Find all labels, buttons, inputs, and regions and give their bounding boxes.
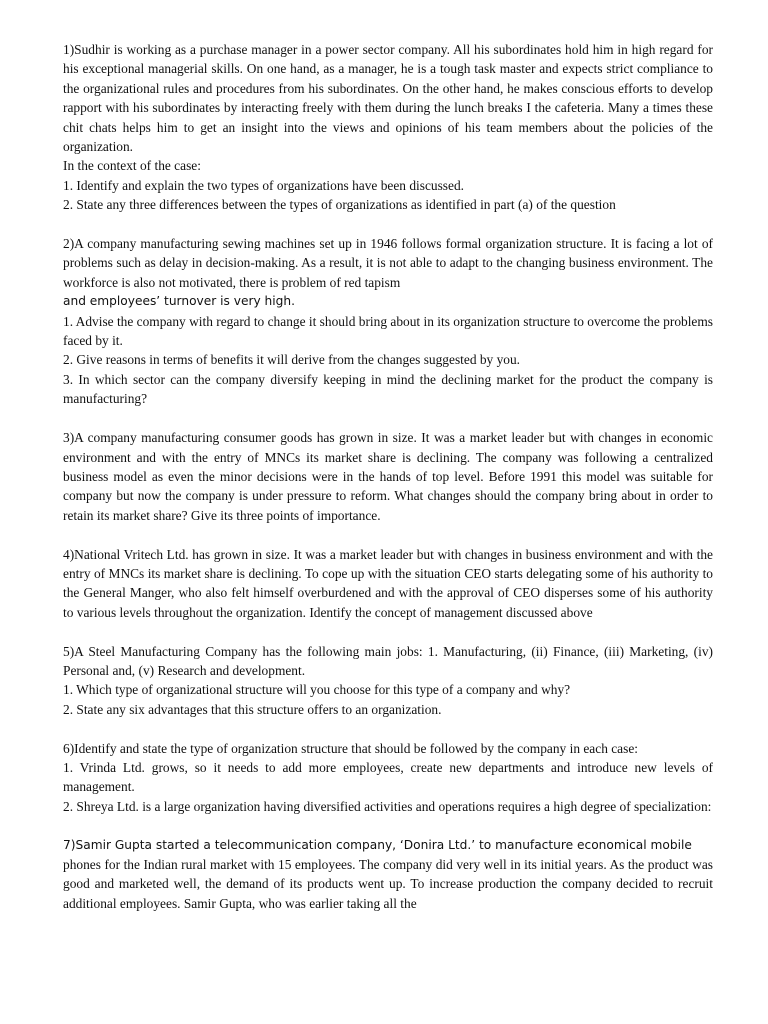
- question-3-text: 3)A company manufacturing consumer goods has grown in size. It was a market leader but with changes in economic environment and with the entry of MNCs its market share is declining. The company was following a centralized business model as even the minor decisions were in the hands of top level. Before 1991 this model was suitable for company but now the company is under pressure to reform. What changes should the company bring about in order to retain its market share? Give its three points of importance.: [63, 430, 713, 523]
- question-2-item-1: 1. Advise the company with regard to change it should bring about in its organization structure to overcome the problems faced by it.: [63, 313, 713, 349]
- question-7-text: phones for the Indian rural market with 15 employees. The company did very well in its initial years. As the product was good and marketed well, the demand of its products went up. To increase production the company decided to recruit additional employees. Samir Gupta, who was earlier taking all the: [63, 856, 713, 911]
- document-page: [63, 40, 713, 933]
- question-2-text: [63, 234, 713, 292]
- question-6: [63, 739, 713, 817]
- question-1-text: 1)Sudhir is working as a purchase manager in a power sector company. All his subordinates hold him in high regard for his exceptional managerial skills. On one hand, as a manager, he is a tough task master and expects strict compliance to the organizational rules and procedures from his subordinates. On the other hand, he makes conscious efforts to develop rapport with his subordinates by interacting freely with them during the lunch breaks I the cafeteria. Many a times these chit chats helps him to get an insight into the views and opinions of his team members about the policies of the organization.: [63, 42, 713, 155]
- question-6-item-1: 1. Vrinda Ltd. grows, so it needs to add more employees, create new departments and introduce new levels of management.: [63, 759, 713, 795]
- question-5: [63, 642, 713, 720]
- question-6-item-2: 2. Shreya Ltd. is a large organization having diversified activities and operations requires a high degree of specialization:: [63, 798, 712, 814]
- question-5-item-2: 2. State any six advantages that this structure offers to an organization.: [63, 701, 442, 717]
- question-1: [63, 40, 713, 215]
- question-2-item-2: 2. Give reasons in terms of benefits it will derive from the changes suggested by you.: [63, 352, 521, 368]
- question-7: [63, 836, 713, 914]
- question-2-text-tail: and employees’ turnover is very high.: [63, 294, 295, 309]
- question-1-item-2: 2. State any three differences between the types of organizations as identified in part (a) of the question: [63, 197, 616, 213]
- question-2: [63, 234, 713, 409]
- question-7-first-line: 7)Samir Gupta started a telecommunication company, ‘Donira Ltd.’ to manufacture economical mobile: [63, 837, 692, 852]
- question-2-text-main: 2)A company manufacturing sewing machines set up in 1946 follows formal organization structure. It is facing a lot of problems such as delay in decision-making. As a result, it is not able to adapt to the changing business environment. The workforce is also not motivated, there is problem of red tapism: [63, 236, 713, 290]
- question-5-item-1: 1. Which type of organizational structure will you choose for this type of a company and why?: [63, 682, 571, 698]
- question-1-context: In the context of the case:: [63, 158, 201, 174]
- question-2-item-3: 3. In which sector can the company diversify keeping in mind the declining market for the product the company is manufacturing?: [63, 371, 713, 407]
- question-5-text: 5)A Steel Manufacturing Company has the following main jobs: 1. Manufacturing, (ii) Finance, (iii) Marketing, (iv) Personal and, (v) Research and development.: [63, 643, 713, 678]
- question-6-text: 6)Identify and state the type of organization structure that should be followed by the company in each case:: [63, 740, 638, 756]
- question-1-item-1: 1. Identify and explain the two types of organizations have been discussed.: [63, 177, 464, 193]
- question-3: [63, 428, 713, 525]
- question-4-text: 4)National Vritech Ltd. has grown in size. It was a market leader but with changes in business environment and with the entry of MNCs its market share is declining. To cope up with the situation CEO starts delegating some of his authority to the General Manger, who also felt himself overburdened and with the approval of CEO disperses some of his authority to various levels throughout the organization. Identify the concept of management discussed above: [63, 546, 713, 620]
- question-4: [63, 545, 713, 623]
